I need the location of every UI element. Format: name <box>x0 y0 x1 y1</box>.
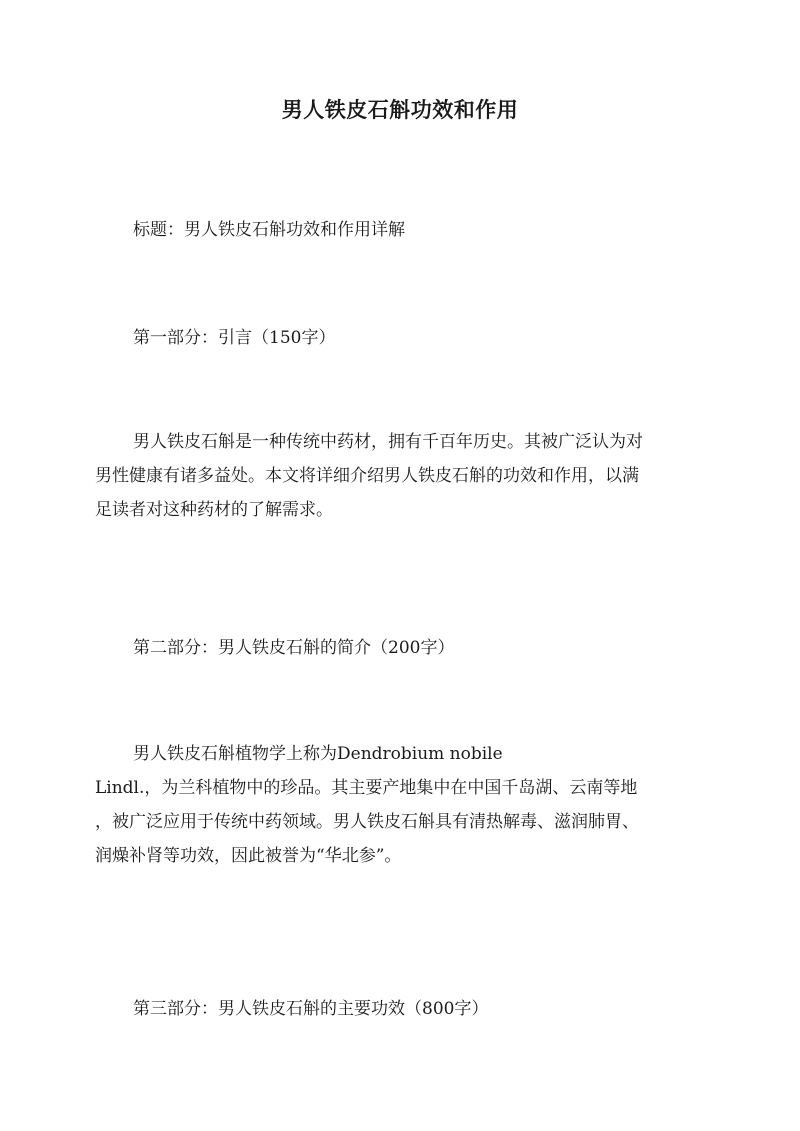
paragraph-line: 足读者对这种药材的了解需求。 <box>95 500 333 520</box>
paragraph-line: 润燥补肾等功效，因此被誉为“华北参”。 <box>95 846 402 866</box>
paragraph-line: 男人铁皮石斛植物学上称为Dendrobium nobile <box>133 744 503 764</box>
part2-heading: 第二部分：男人铁皮石斛的简介（200字） <box>133 638 455 658</box>
part1-heading: 第一部分：引言（150字） <box>133 328 336 348</box>
paragraph-line: 男人铁皮石斛是一种传统中药材，拥有千百年历史。其被广泛认为对 <box>133 432 643 452</box>
paragraph-line: Lindl.，为兰科植物中的珍品。其主要产地集中在中国千岛湖、云南等地 <box>95 778 638 798</box>
part3-heading: 第三部分：男人铁皮石斛的主要功效（800字） <box>133 999 489 1019</box>
paragraph-line: ，被广泛应用于传统中药领域。男人铁皮石斛具有清热解毒、滋润肺胃、 <box>95 812 639 832</box>
heading-line: 标题：男人铁皮石斛功效和作用详解 <box>133 220 405 240</box>
document-title: 男人铁皮石斛功效和作用 <box>281 97 519 122</box>
part2-paragraph <box>95 737 705 873</box>
paragraph-line: 男性健康有诸多益处。本文将详细介绍男人铁皮石斛的功效和作用，以满 <box>95 466 639 486</box>
part1-paragraph <box>95 425 705 527</box>
